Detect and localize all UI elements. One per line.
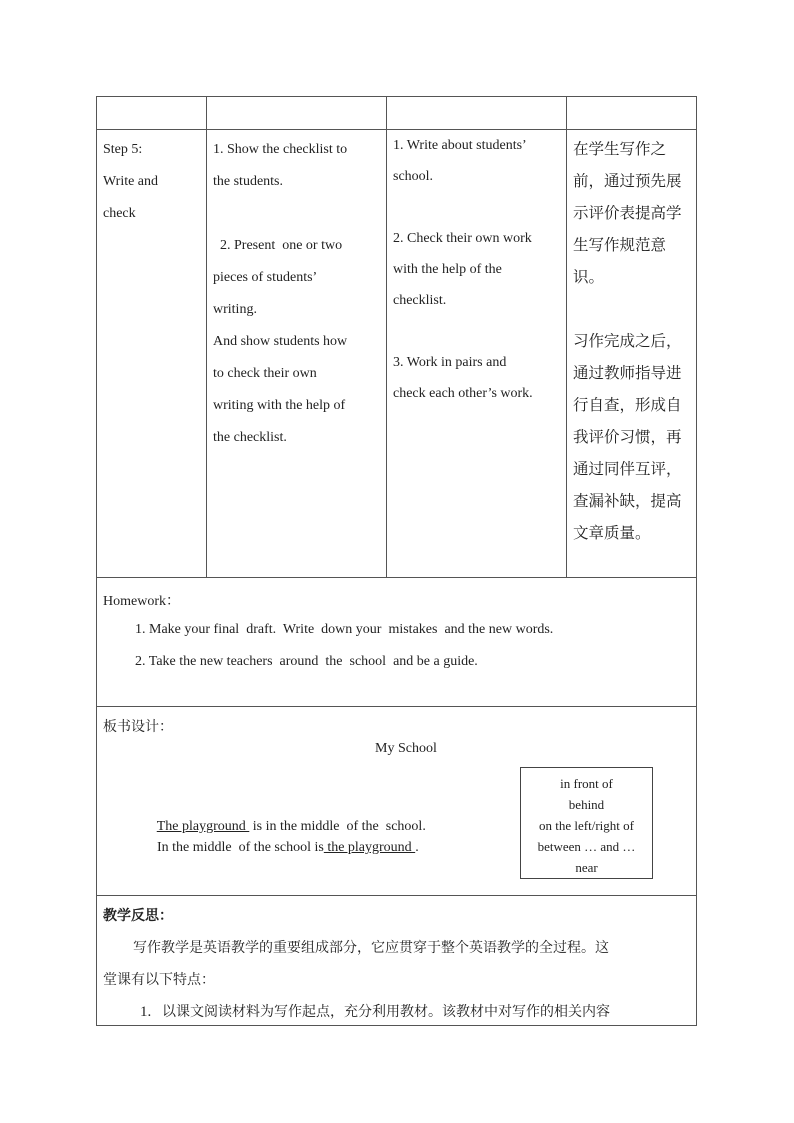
- teacher-line: writing with the help of: [213, 398, 346, 413]
- purpose-line: 文章质量。: [573, 524, 651, 542]
- teacher-line: the checklist.: [213, 430, 287, 445]
- step-line: check: [103, 206, 136, 221]
- student-line: 2. Check their own work: [393, 231, 532, 246]
- purpose-line: 我评价习惯，再: [573, 428, 682, 446]
- student-line: 3. Work in pairs and: [393, 355, 507, 370]
- teacher-activity-cell: [213, 134, 347, 454]
- student-line: with the help of the: [393, 262, 502, 277]
- teacher-line: 2. Present one or two: [213, 238, 343, 253]
- row-divider: [96, 895, 697, 896]
- board-sentence-2: [143, 824, 419, 872]
- student-line: checklist.: [393, 293, 447, 308]
- purpose-cell: [573, 133, 682, 549]
- step-line: Write and: [103, 174, 159, 189]
- purpose-line: 生写作规范意: [573, 236, 667, 254]
- purpose-line: 识。: [573, 268, 605, 286]
- preposition-item: between … and …: [537, 839, 636, 854]
- student-line: school.: [393, 169, 434, 184]
- purpose-line: 通过教师指导进: [573, 364, 682, 382]
- teacher-line: 1. Show the checklist to: [213, 142, 348, 157]
- underlined-phrase: the playground: [323, 840, 416, 855]
- preposition-item: near: [575, 860, 598, 875]
- teacher-line: the students.: [213, 174, 283, 189]
- teacher-line: writing.: [213, 302, 257, 317]
- prepositions-box: [520, 767, 653, 879]
- student-line: check each other’s work.: [393, 386, 533, 401]
- board-heading: My School: [375, 741, 437, 756]
- reflection-item-text: 以课文阅读材料为写作起点，充分利用教材。该教材中对写作的相关内容: [162, 1004, 610, 1020]
- preposition-item: in front of: [560, 776, 613, 791]
- student-line: 1. Write about students’: [393, 138, 527, 153]
- teacher-line: to check their own: [213, 366, 317, 381]
- row-divider: [96, 706, 697, 707]
- underlined-phrase: The playground: [156, 819, 250, 834]
- sentence-end: .: [415, 840, 419, 855]
- homework-item-1: 1. Make your final draft. Write down your mistakes and the new words.: [135, 622, 554, 637]
- step-cell: [103, 134, 158, 230]
- reflection-paragraph-line: 写作教学是英语教学的重要组成部分，它应贯穿于整个英语教学的全过程。这: [133, 940, 609, 956]
- reflection-item-number: 1.: [140, 1004, 152, 1020]
- reflection-title: 教学反思：: [103, 908, 173, 924]
- teacher-line: pieces of students’: [213, 270, 318, 285]
- preposition-item: behind: [568, 797, 605, 812]
- purpose-line: 查漏补缺，提高: [573, 492, 682, 510]
- preposition-item: on the left/right of: [539, 818, 634, 833]
- row-divider: [96, 577, 697, 578]
- sentence-start: In the middle of the school is: [157, 840, 324, 855]
- purpose-line: 习作完成之后，: [573, 332, 682, 350]
- student-activity-cell: [393, 130, 533, 409]
- purpose-line: 示评价表提高学: [573, 204, 682, 222]
- reflection-paragraph-line: 堂课有以下特点：: [103, 972, 215, 988]
- column-divider: [386, 96, 387, 577]
- purpose-line: 前，通过预先展: [573, 172, 682, 190]
- sentence-rest: is in the middle of the school.: [249, 819, 426, 834]
- purpose-line: 行自查，形成自: [573, 396, 682, 414]
- homework-item-2: 2. Take the new teachers around the school and be a guide.: [135, 654, 478, 669]
- column-divider: [566, 96, 567, 577]
- teacher-line: And show students how: [213, 334, 348, 349]
- board-design-title: 板书设计：: [103, 719, 173, 735]
- purpose-line: 在学生写作之: [573, 140, 667, 158]
- homework-title: Homework：: [103, 594, 180, 609]
- step-line: Step 5:: [103, 142, 143, 157]
- purpose-line: 通过同伴互评，: [573, 460, 682, 478]
- column-divider: [206, 96, 207, 577]
